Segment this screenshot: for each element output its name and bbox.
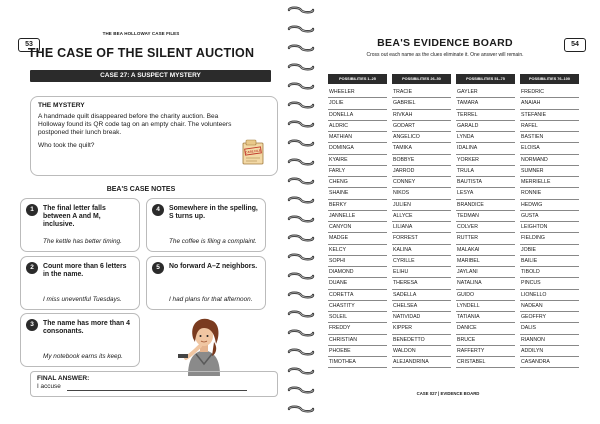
clue-number: 3: [26, 319, 38, 331]
spiral-coil-icon: [287, 215, 315, 223]
final-answer-box: [30, 371, 278, 397]
suspect-name[interactable]: COLVER: [456, 222, 515, 233]
column-header: POSSIBILITIES 26–50: [392, 74, 451, 84]
suspect-name[interactable]: TRULA: [456, 166, 515, 177]
suspect-name[interactable]: TAMIKA: [392, 143, 451, 154]
spiral-coil-icon: [287, 253, 315, 261]
case-file-stamp: CASE FILE: [245, 148, 262, 155]
suspect-name[interactable]: CHENG: [328, 177, 387, 188]
suspect-name[interactable]: TATIANIA: [456, 312, 515, 323]
suspect-name[interactable]: MATHIAN: [328, 132, 387, 143]
suspect-name[interactable]: CHASTITY: [328, 301, 387, 312]
column-header: POSSIBILITIES 51–75: [456, 74, 515, 84]
suspect-name[interactable]: DONELLA: [328, 110, 387, 121]
suspect-name[interactable]: MADGE: [328, 233, 387, 244]
suspect-name[interactable]: CHELSEA: [392, 301, 451, 312]
suspect-name[interactable]: DANICE: [456, 323, 515, 334]
clue-card-2: [20, 256, 140, 310]
detective-illustration: [174, 314, 234, 376]
suspect-name[interactable]: FORREST: [392, 233, 451, 244]
suspect-name[interactable]: ELOISA: [520, 143, 579, 154]
suspect-name[interactable]: IDALINA: [456, 143, 515, 154]
page-title: THE CASE OF THE SILENT AUCTION: [27, 46, 255, 60]
clue-text: The final letter falls between A and M, inclusive.: [43, 205, 106, 229]
clue-text: Somewhere in the spelling, S turns up.: [169, 205, 258, 221]
column-header: POSSIBILITIES 1–25: [328, 74, 387, 84]
clue-card-5: [146, 256, 266, 310]
clue-statement: The kettle has better timing.: [43, 238, 122, 245]
suspect-name[interactable]: ANAIAH: [520, 98, 579, 109]
clue-number: 4: [152, 204, 164, 216]
clue-statement: The coffee is filing a complaint.: [169, 238, 257, 245]
name-column: [392, 87, 451, 368]
suspect-name[interactable]: LILIANA: [392, 222, 451, 233]
suspect-name[interactable]: GABRIEL: [392, 98, 451, 109]
suspect-name[interactable]: LEIGHTON: [520, 222, 579, 233]
clue-card-3: [20, 313, 140, 367]
suspect-name[interactable]: LYNDELL: [456, 301, 515, 312]
suspect-name[interactable]: GUIDO: [456, 290, 515, 301]
suspect-name[interactable]: ELIHU: [392, 267, 451, 278]
suspect-name[interactable]: BAUTISTA: [456, 177, 515, 188]
suspect-name[interactable]: FREDRIC: [520, 87, 579, 98]
suspect-name[interactable]: SOLEIL: [328, 312, 387, 323]
suspect-name[interactable]: TIBOLD: [520, 267, 579, 278]
suspect-name[interactable]: NIKOS: [392, 188, 451, 199]
clue-number: 2: [26, 262, 38, 274]
clue-statement: I miss uneventful Tuesdays.: [43, 296, 122, 303]
clue-text: The name has more than 4 consonants.: [43, 320, 130, 336]
suspect-name[interactable]: MARIBEL: [456, 256, 515, 267]
mystery-box: [30, 96, 278, 176]
evidence-board-instructions: Cross out each name as the clues eliminate it. One answer will remain.: [366, 52, 524, 58]
spiral-coil-icon: [287, 25, 315, 33]
clue-statement: I had plans for that afternoon.: [169, 296, 253, 303]
suspect-name[interactable]: MALAKAI: [456, 245, 515, 256]
suspect-name[interactable]: GAYLER: [456, 87, 515, 98]
suspect-name[interactable]: STEFANIE: [520, 110, 579, 121]
suspect-name[interactable]: ALEJANDRINA: [392, 357, 451, 368]
suspect-name[interactable]: RONNIE: [520, 188, 579, 199]
suspect-name[interactable]: SADELLA: [392, 290, 451, 301]
suspect-name[interactable]: DUANE: [328, 278, 387, 289]
clue-statement: My notebook earns its keep.: [43, 353, 123, 360]
suspect-name[interactable]: CONNEY: [392, 177, 451, 188]
suspect-name[interactable]: LIONELLO: [520, 290, 579, 301]
mystery-heading: THE MYSTERY: [38, 102, 85, 109]
suspect-name[interactable]: BENEDETTO: [392, 335, 451, 346]
column-header: POSSIBILITIES 76–100: [520, 74, 579, 84]
suspect-name[interactable]: BRANDICE: [456, 200, 515, 211]
spiral-coil-icon: [287, 196, 315, 204]
suspect-name[interactable]: GARALD: [456, 121, 515, 132]
page-footer: CASE 027 | EVIDENCE BOARD: [416, 391, 480, 396]
suspect-name[interactable]: BRUCE: [456, 335, 515, 346]
suspect-name[interactable]: HEDWIG: [520, 200, 579, 211]
suspect-name[interactable]: TRACIE: [392, 87, 451, 98]
case-label: CASE 27: A SUSPECT MYSTERY: [30, 70, 271, 82]
suspect-name[interactable]: JAYLANI: [456, 267, 515, 278]
suspect-name[interactable]: NATALINA: [456, 278, 515, 289]
suspect-name[interactable]: LYNDA: [456, 132, 515, 143]
suspect-name[interactable]: WALDON: [392, 346, 451, 357]
spiral-coil-icon: [287, 310, 315, 318]
suspect-name[interactable]: ADDILYN: [520, 346, 579, 357]
suspect-name[interactable]: JOBIE: [520, 245, 579, 256]
spiral-coil-icon: [287, 63, 315, 71]
page-number-right: 54: [564, 38, 586, 52]
suspect-name[interactable]: CANYON: [328, 222, 387, 233]
name-column: [456, 87, 515, 368]
name-column: [328, 87, 387, 368]
evidence-board-title: BEA'S EVIDENCE BOARD: [377, 37, 513, 49]
suspect-name[interactable]: PHOEBE: [328, 346, 387, 357]
spiral-coil-icon: [287, 82, 315, 90]
spiral-coil-icon: [287, 177, 315, 185]
clue-card-4: [146, 198, 266, 252]
suspect-name[interactable]: DOMINGA: [328, 143, 387, 154]
spiral-coil-icon: [287, 120, 315, 128]
board-header-row: [328, 74, 584, 84]
spiral-coil-icon: [287, 291, 315, 299]
spiral-coil-icon: [287, 367, 315, 375]
suspect-name[interactable]: BOBBYE: [392, 155, 451, 166]
spiral-coil-icon: [287, 101, 315, 109]
suspect-name[interactable]: ALDRIC: [328, 121, 387, 132]
suspect-name[interactable]: GODART: [392, 121, 451, 132]
clue-number: 5: [152, 262, 164, 274]
right-page: [320, 0, 600, 424]
suspect-name[interactable]: CRISTABEL: [456, 357, 515, 368]
name-column: [520, 87, 579, 368]
suspect-name[interactable]: JARROD: [392, 166, 451, 177]
spiral-coil-icon: [287, 329, 315, 337]
suspect-name[interactable]: ANGELICO: [392, 132, 451, 143]
suspect-name[interactable]: TEDMAN: [456, 211, 515, 222]
suspect-name[interactable]: KYAIRE: [328, 155, 387, 166]
suspect-name[interactable]: GUSTA: [520, 211, 579, 222]
clue-card-1: [20, 198, 140, 252]
suspect-name[interactable]: NORMAND: [520, 155, 579, 166]
suspect-name[interactable]: DALIS: [520, 323, 579, 334]
final-answer-label: FINAL ANSWER:: [37, 375, 90, 382]
clue-number: 1: [26, 204, 38, 216]
suspect-name[interactable]: MERRIELLE: [520, 177, 579, 188]
spiral-coil-icon: [287, 6, 315, 14]
mystery-text: A handmade quilt disappeared before the charity auction. Bea Holloway found its QR code tag on an empty chair. The volunteers postponed their lunch break.: [38, 113, 232, 137]
spiral-coil-icon: [287, 139, 315, 147]
suspect-name[interactable]: KELCY: [328, 245, 387, 256]
suspect-name[interactable]: GEOFFRY: [520, 312, 579, 323]
spiral-coil-icon: [287, 158, 315, 166]
suspect-name[interactable]: FARLY: [328, 166, 387, 177]
suspect-name[interactable]: CORETTA: [328, 290, 387, 301]
suspect-name[interactable]: CHRISTIAN: [328, 335, 387, 346]
suspect-name[interactable]: FIELDING: [520, 233, 579, 244]
suspect-name[interactable]: FREDDY: [328, 323, 387, 334]
case-file-icon: [241, 139, 265, 165]
suspect-name[interactable]: JOLIE: [328, 98, 387, 109]
accuse-label: I accuse: [37, 383, 61, 390]
suspect-name[interactable]: KIPPER: [392, 323, 451, 334]
suspect-name[interactable]: RIVKAH: [392, 110, 451, 121]
spiral-coil-icon: [287, 348, 315, 356]
clue-text: Count more than 6 letters in the name.: [43, 263, 127, 279]
spiral-coil-icon: [287, 234, 315, 242]
suspect-name[interactable]: NADEAN: [520, 301, 579, 312]
suspect-name[interactable]: YORKER: [456, 155, 515, 166]
series-title: THE BEA HOLLOWAY CASE FILES: [102, 31, 180, 36]
spiral-coil-icon: [287, 44, 315, 52]
suspect-name[interactable]: RIANNON: [520, 335, 579, 346]
answer-line[interactable]: [67, 390, 247, 391]
suspect-name[interactable]: RAFFERTY: [456, 346, 515, 357]
spiral-coil-icon: [287, 386, 315, 394]
spiral-coil-icon: [287, 272, 315, 280]
suspect-name[interactable]: BAILIE: [520, 256, 579, 267]
suspect-name[interactable]: TAMARA: [456, 98, 515, 109]
board-columns: [328, 87, 584, 368]
mystery-question: Who took the quilt?: [38, 141, 95, 149]
suspect-name[interactable]: CASANDRA: [520, 357, 579, 368]
left-page: [0, 0, 282, 424]
suspect-name[interactable]: THERESA: [392, 278, 451, 289]
suspect-name[interactable]: TERREL: [456, 110, 515, 121]
suspect-name[interactable]: BASTIEN: [520, 132, 579, 143]
page-number-left: 53: [18, 38, 40, 52]
suspect-name[interactable]: ALLYCE: [392, 211, 451, 222]
suspect-name[interactable]: SUMNER: [520, 166, 579, 177]
suspect-name[interactable]: RUTTER: [456, 233, 515, 244]
suspect-name[interactable]: CYRILLE: [392, 256, 451, 267]
clue-text: No forward A–Z neighbors.: [169, 263, 258, 270]
suspect-name[interactable]: TIMOTHEA: [328, 357, 387, 368]
suspect-name[interactable]: BERKY: [328, 200, 387, 211]
suspect-name[interactable]: NATIVIDAD: [392, 312, 451, 323]
suspect-name[interactable]: KALINA: [392, 245, 451, 256]
suspect-name[interactable]: SOPHI: [328, 256, 387, 267]
suspect-name[interactable]: PINCUS: [520, 278, 579, 289]
suspect-name[interactable]: JULIEN: [392, 200, 451, 211]
suspect-name[interactable]: RAFEL: [520, 121, 579, 132]
spiral-binding: [283, 0, 319, 424]
case-notes-title: BEA'S CASE NOTES: [106, 186, 176, 193]
evidence-board: [328, 74, 584, 368]
suspect-name[interactable]: LESYA: [456, 188, 515, 199]
suspect-name[interactable]: SHAINE: [328, 188, 387, 199]
spiral-coil-icon: [287, 405, 315, 413]
suspect-name[interactable]: DIAMOND: [328, 267, 387, 278]
suspect-name[interactable]: JANNELLE: [328, 211, 387, 222]
suspect-name[interactable]: WHEELER: [328, 87, 387, 98]
